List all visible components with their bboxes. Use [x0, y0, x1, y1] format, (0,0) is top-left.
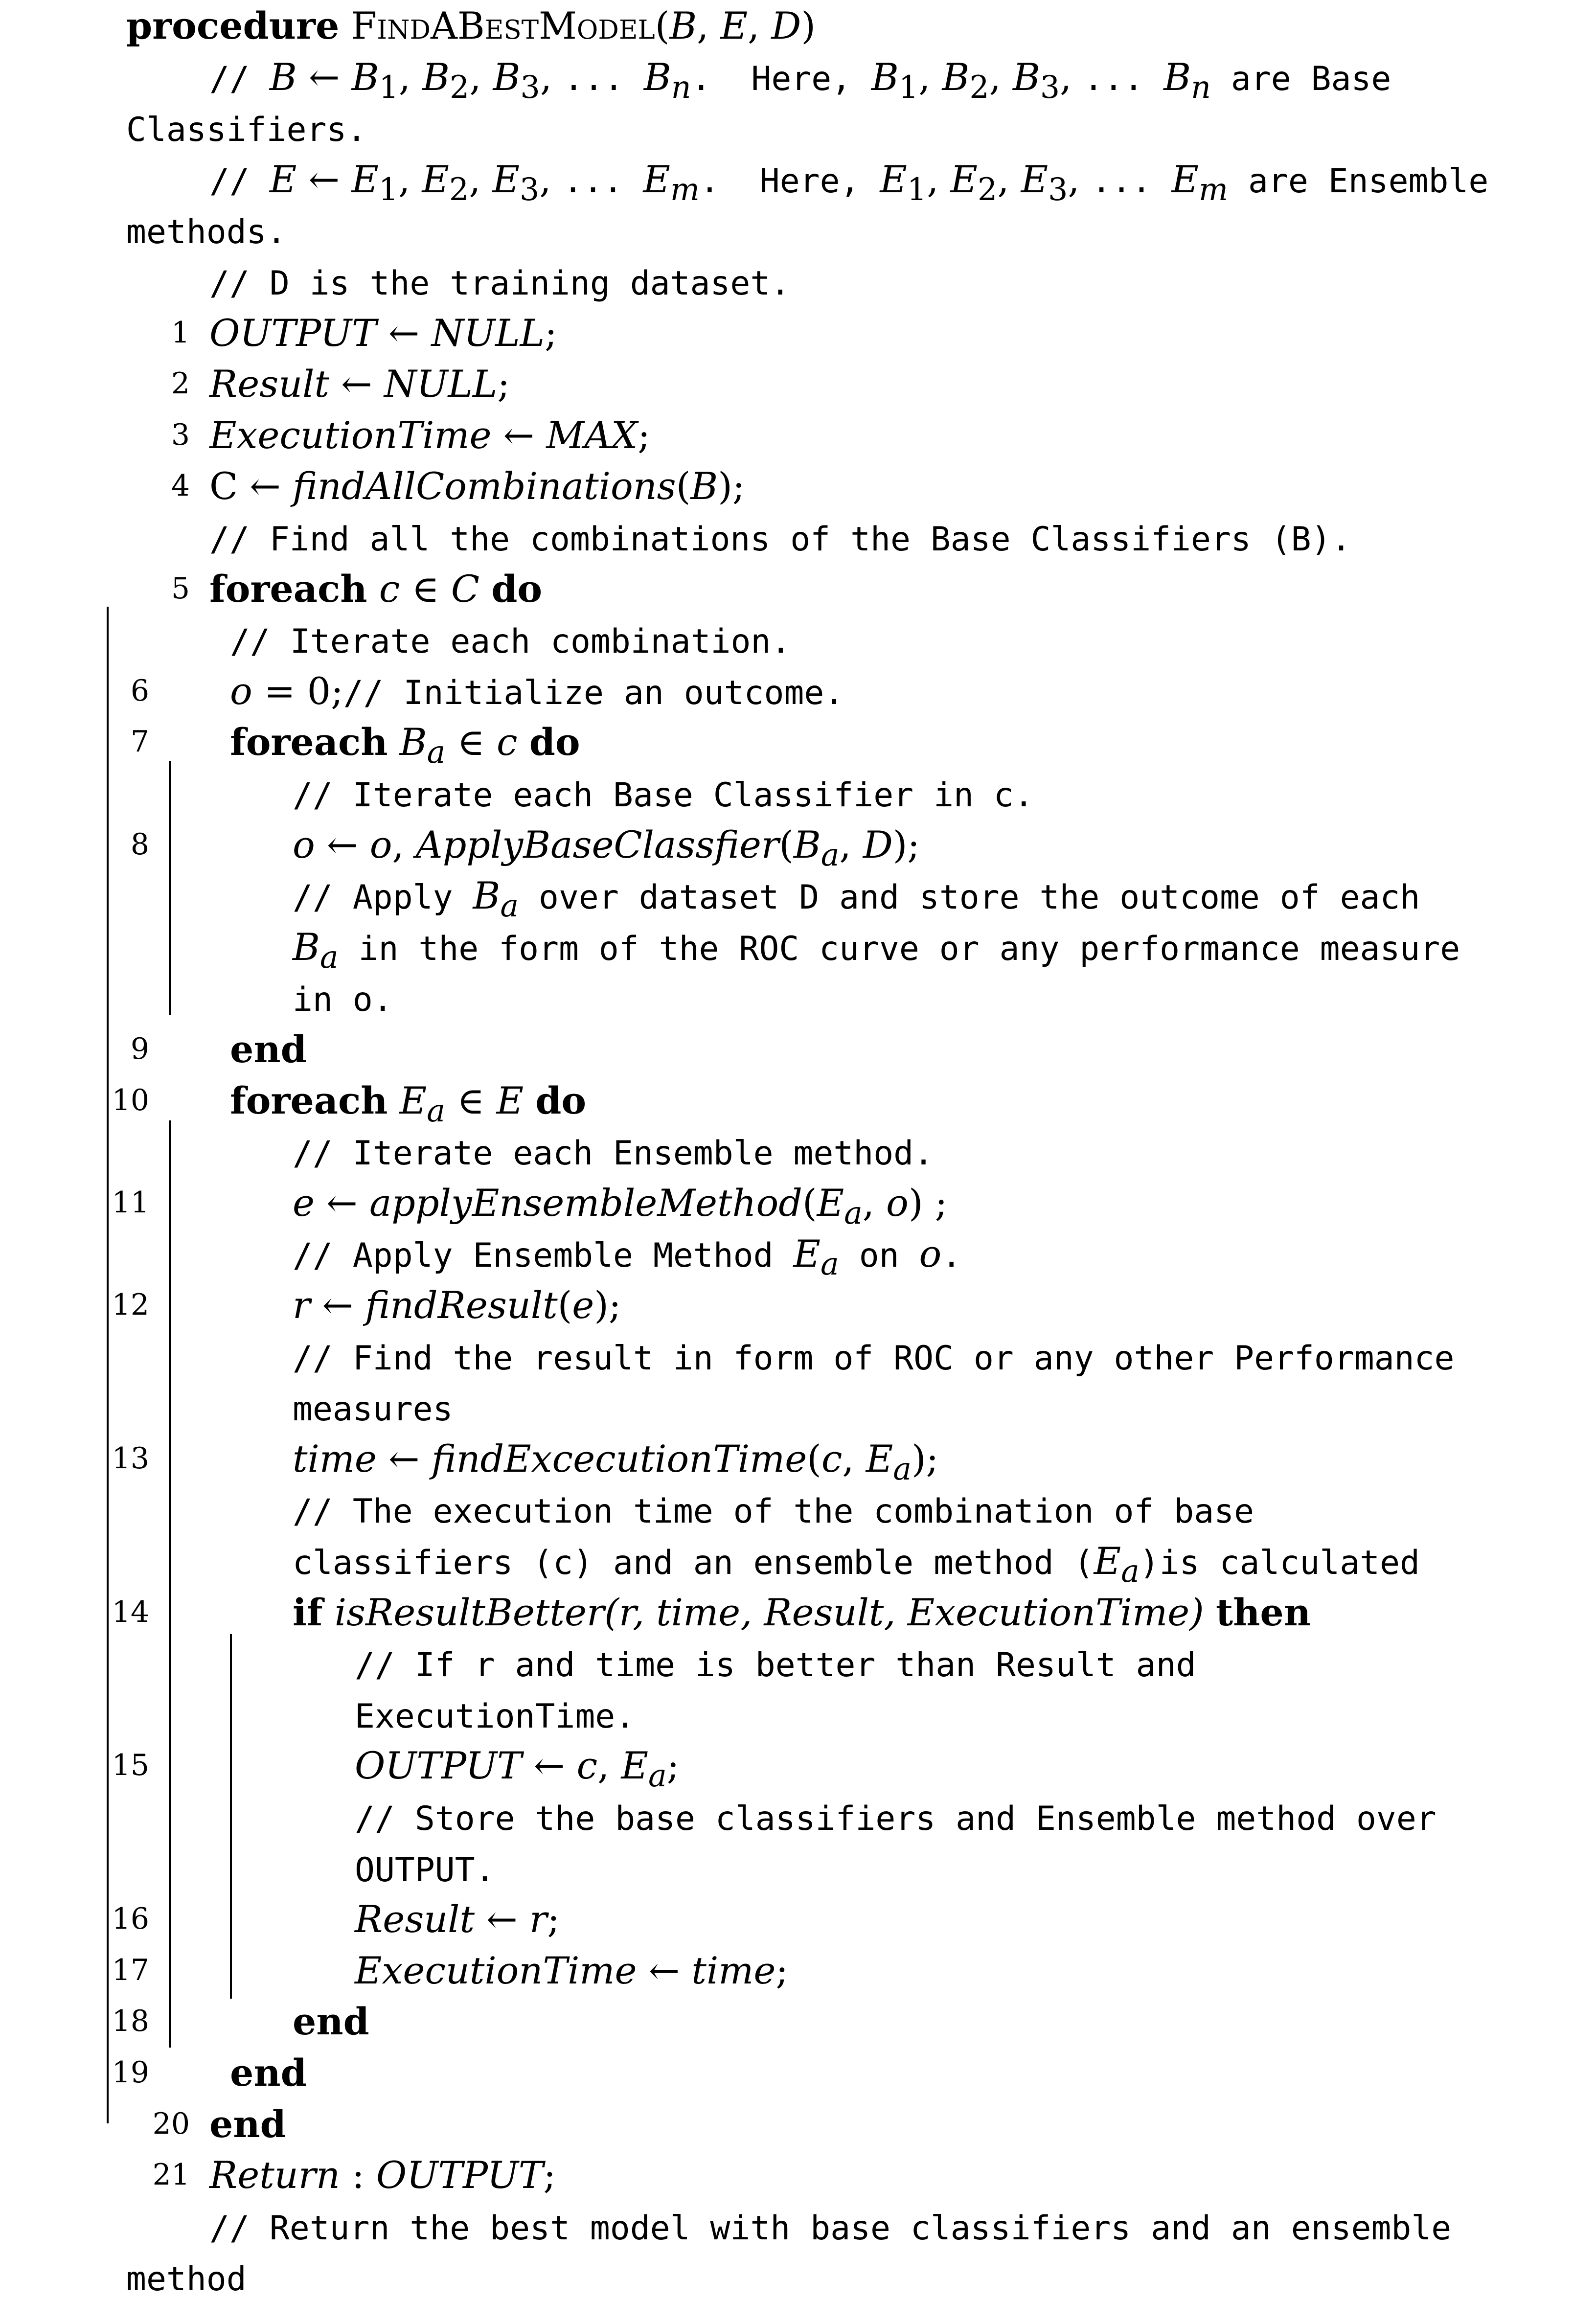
algorithm-comment-line — [0, 1382, 1596, 1433]
algorithm-line-9 — [0, 1024, 1596, 1075]
algorithm-comment-line — [0, 2252, 1596, 2303]
algorithm-comment-line — [0, 512, 1596, 563]
line-text: // If r and time is better than Result and — [355, 1646, 1196, 1685]
line-text: foreach $E_a$ ∈ E do — [230, 1078, 587, 1129]
line-text: end — [230, 2051, 307, 2095]
line-text: o ← o, $ApplyBaseClassfier(B_a$, D); — [293, 822, 920, 873]
line-number: 5 — [171, 571, 190, 606]
algorithm-comment-line — [0, 1843, 1596, 1894]
line-text: methods. — [126, 213, 287, 252]
line-text: // Apply Ensemble Method $E_a$ on o. — [293, 1232, 962, 1282]
algorithm-comment-line — [0, 154, 1596, 205]
line-number: 21 — [152, 2158, 190, 2192]
line-text: // Iterate each Ensemble method. — [293, 1134, 934, 1173]
line-number: 6 — [130, 673, 149, 708]
line-text: // B ← $B_1$, $B_2$, $B_3$, ... $B_n$. Here, $B_1$, $B_2$, $B_3$, ... $B_n$ are Base — [209, 55, 1391, 105]
line-text: // Store the base classifiers and Ensemble method over — [355, 1800, 1436, 1838]
line-text: OUTPUT ← NULL; — [209, 311, 557, 355]
line-number: 17 — [112, 1953, 149, 1987]
algorithm-comment-line — [0, 1228, 1596, 1282]
line-text: method — [126, 2260, 247, 2299]
line-text: $B_a$ in the form of the ROC curve or any performance measure — [293, 925, 1460, 975]
line-text: // Iterate each Base Classifier in c. — [293, 776, 1034, 815]
line-number: 20 — [152, 2106, 190, 2141]
algorithm-comment-line — [0, 1126, 1596, 1177]
algorithm-line-2 — [0, 358, 1596, 410]
line-text: // D is the training dataset. — [209, 264, 791, 303]
algorithm-comment-line — [0, 921, 1596, 973]
algorithm-line-8 — [0, 819, 1596, 873]
line-text: // Find all the combinations of the Base Classifiers (B). — [209, 520, 1351, 559]
line-number: 1 — [171, 315, 190, 350]
algorithm-comment-line — [0, 102, 1596, 154]
line-number: 8 — [130, 827, 149, 862]
line-text: OUTPUT. — [355, 1850, 495, 1890]
algorithm-comment-line — [0, 1331, 1596, 1382]
algorithm-line-11 — [0, 1177, 1596, 1229]
algorithm-line-20 — [0, 2098, 1596, 2150]
algorithm-line-21 — [0, 2149, 1596, 2201]
algorithm-line-6 — [0, 665, 1596, 717]
algorithm-line-3 — [0, 410, 1596, 461]
algorithm-comment-line — [0, 2201, 1596, 2252]
line-text: Result ← r; — [355, 1897, 560, 1941]
line-text: ExecutionTime ← MAX; — [209, 413, 650, 457]
line-text: OUTPUT ← c, $E_a$; — [355, 1744, 680, 1794]
algorithm-line-13 — [0, 1433, 1596, 1487]
line-text: // Return the best model with base classifiers and an ensemble — [209, 2209, 1452, 2248]
line-text: ExecutionTime. — [355, 1697, 636, 1736]
line-text: end — [230, 1027, 307, 1071]
line-text: // E ← $E_1$, $E_2$, $E_3$, ... $E_m$. Here, $E_1$, $E_2$, $E_3$, ... $E_m$ are Ensemble — [209, 157, 1489, 207]
algorithm-comment-line — [0, 1791, 1596, 1843]
algorithm-line-15 — [0, 1740, 1596, 1794]
line-text: foreach c ∈ C do — [209, 567, 543, 611]
line-text: classifiers (c) and an ensemble method $(E_a)is$ calculated — [293, 1539, 1420, 1590]
line-number: 7 — [130, 725, 149, 759]
line-number: 9 — [130, 1032, 149, 1066]
algorithm-comment-line — [0, 205, 1596, 256]
algorithm-line-14 — [0, 1587, 1596, 1638]
line-text: end — [293, 2000, 369, 2044]
algorithm-line-12 — [0, 1279, 1596, 1331]
algorithm-comment-line — [0, 0, 1596, 51]
algorithm-comment-line — [0, 1484, 1596, 1535]
line-text: Result ← NULL; — [209, 362, 510, 406]
line-text: // Iterate each combination. — [230, 622, 791, 661]
algorithm-comment-line — [0, 614, 1596, 665]
line-number: 15 — [112, 1748, 149, 1783]
line-text: time ← findExcecutionTime(c, $E_a$); — [293, 1436, 939, 1487]
algorithm-line-16 — [0, 1893, 1596, 1945]
algorithm-comment-line — [0, 870, 1596, 924]
line-text: procedure FindABestModel(B, E, D) — [126, 4, 816, 47]
line-text: foreach $B_a$ ∈ c do — [230, 720, 580, 771]
line-text: // Apply $B_a$ over dataset D and store the outcome of each — [293, 874, 1420, 924]
algorithm-comment-line — [0, 768, 1596, 819]
line-text: in o. — [293, 980, 393, 1020]
line-text: if isResultBetter(r, time, Result, ExecutionTime) then — [293, 1590, 1311, 1634]
algorithm-line-5 — [0, 563, 1596, 615]
line-text: // The execution time of the combination of base — [293, 1492, 1254, 1531]
line-text: ExecutionTime ← time; — [355, 1948, 788, 1992]
line-text: o = 0;// Initialize an outcome. — [230, 669, 844, 713]
line-number: 14 — [112, 1595, 149, 1629]
line-number: 16 — [112, 1902, 149, 1937]
algorithm-line-19 — [0, 2047, 1596, 2098]
line-text: // Find the result in form of ROC or any other Performance — [293, 1339, 1455, 1378]
algorithm-comment-line — [0, 972, 1596, 1024]
algorithm-line-7 — [0, 716, 1596, 771]
line-text: end — [209, 2102, 286, 2146]
algorithm-comment-line — [0, 1535, 1596, 1590]
line-number: 10 — [112, 1083, 149, 1117]
line-number: 12 — [112, 1288, 149, 1322]
line-number: 13 — [112, 1441, 149, 1476]
line-number: 4 — [171, 469, 190, 503]
line-number: 18 — [112, 2004, 149, 2039]
algorithm-line-10 — [0, 1075, 1596, 1129]
algorithm-line-4 — [0, 460, 1596, 512]
algorithm-line-18 — [0, 1996, 1596, 2047]
line-number: 11 — [112, 1185, 149, 1220]
line-number: 19 — [112, 2055, 149, 2090]
line-text: r ← findResult(e); — [293, 1283, 621, 1327]
algorithm-comment-line — [0, 51, 1596, 103]
algorithm-line-17 — [0, 1945, 1596, 1996]
line-number: 2 — [171, 366, 190, 401]
algorithm-comment-line — [0, 1689, 1596, 1740]
algorithm-comment-line — [0, 1638, 1596, 1689]
line-text: Return : OUTPUT; — [209, 2153, 556, 2197]
line-text: e ← $applyEnsembleMethod(E_a$, o) ; — [293, 1181, 948, 1231]
line-text: measures — [293, 1390, 453, 1429]
algorithm-comment-line — [0, 256, 1596, 307]
algorithm-line-1 — [0, 307, 1596, 359]
line-number: 3 — [171, 417, 190, 452]
line-text: C ← findAllCombinations(B); — [209, 464, 745, 508]
line-text: Classifiers. — [126, 111, 367, 150]
